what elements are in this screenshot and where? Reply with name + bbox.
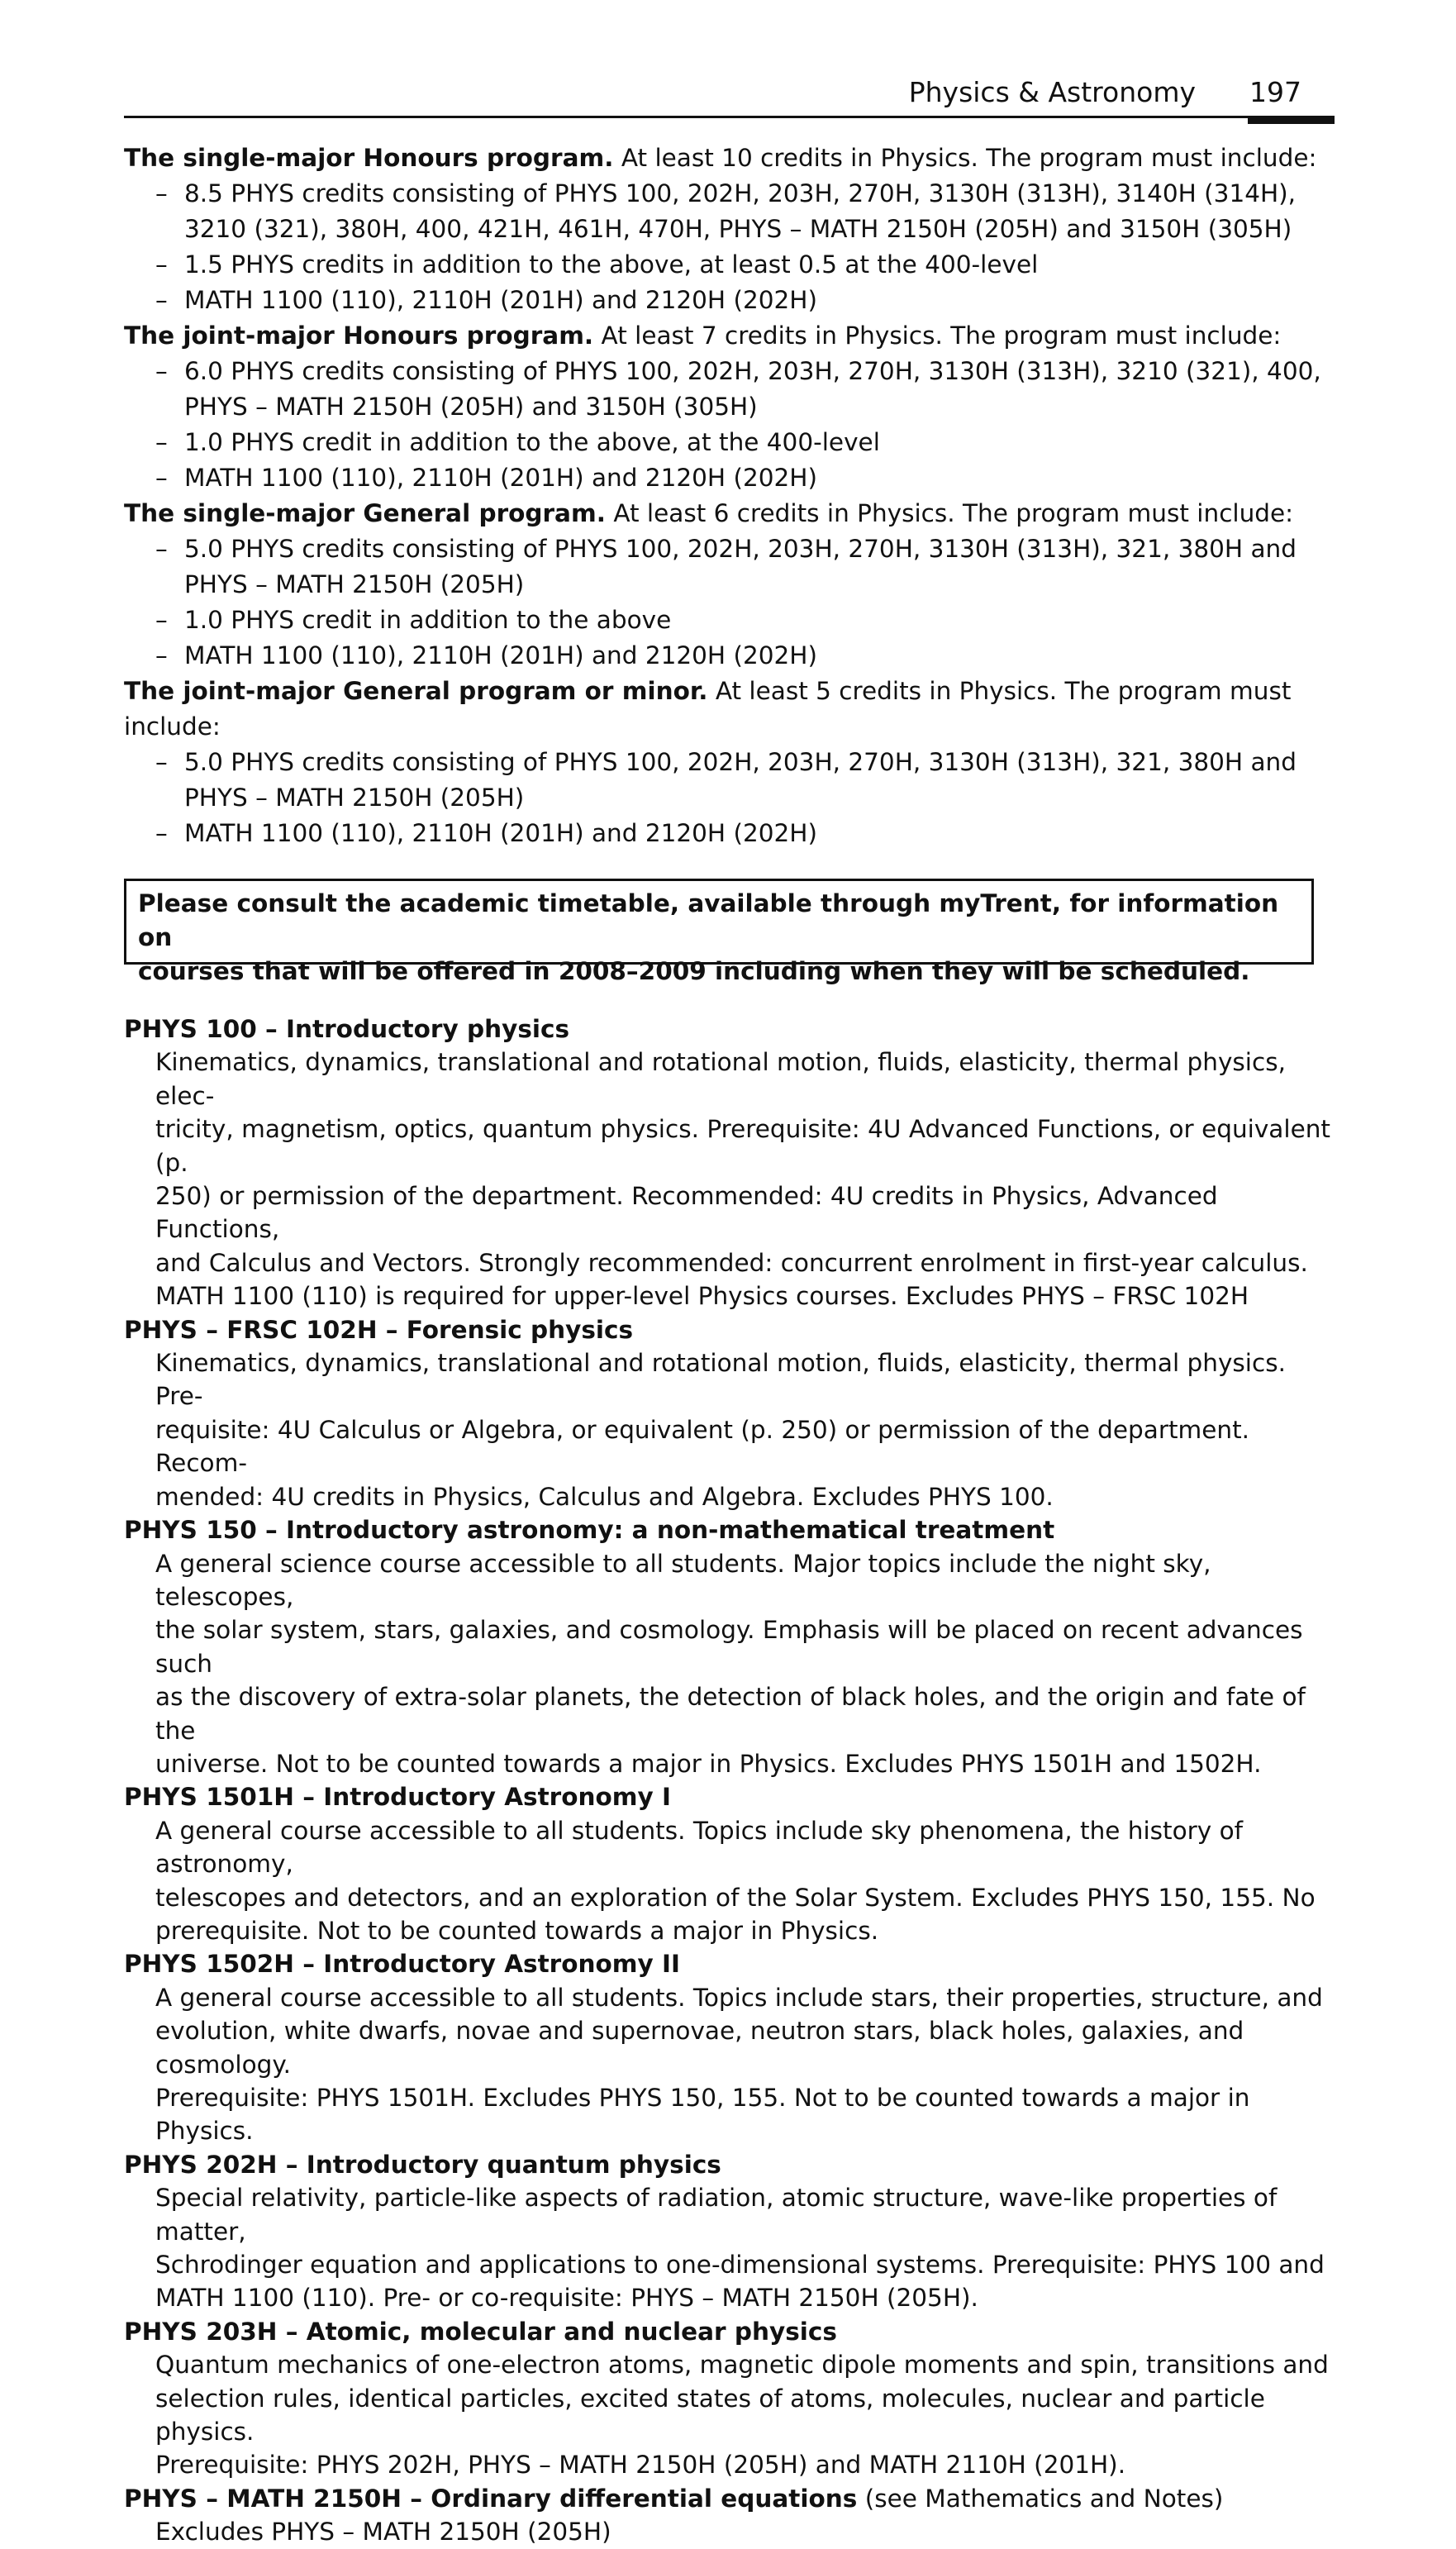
requirement-line: PHYS – MATH 2150H (205H) and 3150H (305H) — [184, 393, 758, 421]
running-head-section: Physics & Astronomy — [908, 76, 1196, 108]
course-description-line: 250) or permission of the department. Recommended: 4U credits in Physics, Advanced Functions, — [155, 1182, 1218, 1244]
course-description-line: as the discovery of extra-solar planets, the detection of black holes, and the origin and fate of the — [155, 1683, 1306, 1745]
course-description — [124, 1346, 1339, 1513]
requirement-line: 3210 (321), 380H, 400, 421H, 461H, 470H, PHYS – MATH 2150H (205H) and 3150H (305H) — [184, 215, 1292, 243]
course-description-line: telescopes and detectors, and an exploration of the Solar System. Excludes PHYS 150, 155. No — [155, 1883, 1316, 1912]
course-heading — [124, 2315, 1339, 2348]
dash-bullet: – — [155, 535, 168, 563]
dash-bullet: – — [155, 606, 168, 634]
timetable-notice-box — [124, 879, 1314, 985]
course-description-line: Prerequisite: PHYS 1501H. Excludes PHYS 150, 155. Not to be counted towards a major in Physics. — [155, 2084, 1250, 2146]
program-title: The single-major General program. — [124, 499, 606, 527]
course-title: PHYS 202H – Introductory quantum physics — [124, 2150, 721, 2179]
dash-bullet: – — [155, 357, 168, 385]
requirement-line: 6.0 PHYS credits consisting of PHYS 100, 202H, 203H, 270H, 3130H (313H), 3210 (321), 400, — [184, 357, 1321, 385]
course-heading — [124, 1313, 1339, 1346]
course-description-line: prerequisite. Not to be counted towards a major in Physics. — [155, 1916, 879, 1945]
course-description — [124, 1814, 1339, 1948]
requirement-line: MATH 1100 (110), 2110H (201H) and 2120H (202H) — [184, 464, 817, 492]
page-number: 197 — [1249, 76, 1301, 108]
course-description — [124, 1046, 1339, 1313]
requirement-item — [124, 745, 1339, 816]
course-description-line: Kinematics, dynamics, translational and rotational motion, fluids, elasticity, thermal physics. Pre- — [155, 1349, 1286, 1411]
program-title: The joint-major Honours program. — [124, 322, 594, 350]
course-description-line: mended: 4U credits in Physics, Calculus and Algebra. Excludes PHYS 100. — [155, 1482, 1054, 1511]
course-title: PHYS 1501H – Introductory Astronomy I — [124, 1783, 671, 1812]
course-description-line: and Calculus and Vectors. Strongly recommended: concurrent enrolment in first-year calculus. — [155, 1248, 1308, 1277]
requirement-line: MATH 1100 (110), 2110H (201H) and 2120H (202H) — [184, 641, 817, 669]
course-description-line: Prerequisite: PHYS 202H, PHYS – MATH 2150H (205H) and MATH 2110H (201H). — [155, 2451, 1126, 2480]
course-heading — [124, 2148, 1339, 2181]
course-title: PHYS – MATH 2150H – Ordinary differential equations — [124, 2484, 858, 2513]
program-heading — [124, 318, 1339, 354]
course-title-note: (see Mathematics and Notes) — [857, 2484, 1224, 2513]
program-heading — [124, 674, 1339, 745]
requirement-line: 1.0 PHYS credit in addition to the above — [184, 606, 672, 634]
course-heading — [124, 1513, 1339, 1546]
course-description — [124, 1547, 1339, 1781]
dash-bullet: – — [155, 286, 168, 314]
course-title: PHYS 1502H – Introductory Astronomy II — [124, 1950, 680, 1979]
requirement-line: PHYS – MATH 2150H (205H) — [184, 570, 525, 598]
requirement-item — [124, 283, 1339, 318]
dash-bullet: – — [155, 428, 168, 456]
course-title: PHYS – FRSC 102H – Forensic physics — [124, 1315, 634, 1344]
course-description-line: A general course accessible to all students. Topics include sky phenomena, the history of astronomy, — [155, 1816, 1244, 1879]
program-requirements — [124, 141, 1339, 851]
notice-line: Please consult the academic timetable, available through myTrent, for information on — [138, 889, 1279, 951]
requirement-item — [124, 638, 1339, 674]
requirement-item — [124, 816, 1339, 851]
dash-bullet: – — [155, 250, 168, 279]
program-description: At least 5 credits in Physics. The program must include: — [124, 677, 1292, 741]
requirement-line: 1.5 PHYS credits in addition to the above, at least 0.5 at the 400-level — [184, 250, 1039, 279]
course-heading — [124, 1012, 1339, 1046]
dash-bullet: – — [155, 641, 168, 669]
program-description: At least 6 credits in Physics. The program must include: — [613, 499, 1294, 527]
course-description-line: Schrodinger equation and applications to one-dimensional systems. Prerequisite: PHYS 100 and — [155, 2251, 1325, 2280]
requirement-line: 1.0 PHYS credit in addition to the above, at the 400-level — [184, 428, 880, 456]
course-description — [124, 2515, 1339, 2548]
notice-line: courses that will be offered in 2008–2009 including when they will be scheduled. — [138, 957, 1250, 985]
course-heading — [124, 1780, 1339, 1813]
requirement-line: MATH 1100 (110), 2110H (201H) and 2120H (202H) — [184, 286, 817, 314]
course-description-line: MATH 1100 (110). Pre- or co-requisite: PHYS – MATH 2150H (205H). — [155, 2284, 978, 2313]
dash-bullet: – — [155, 179, 168, 207]
course-title: PHYS 150 – Introductory astronomy: a non-mathematical treatment — [124, 1516, 1055, 1545]
course-title: PHYS 100 – Introductory physics — [124, 1015, 570, 1043]
course-description — [124, 1981, 1339, 2148]
course-listing — [124, 1012, 1339, 2549]
course-description — [124, 2348, 1339, 2482]
program-heading — [124, 141, 1339, 176]
requirement-item — [124, 425, 1339, 460]
program-description: At least 7 credits in Physics. The program must include: — [601, 322, 1282, 350]
program-title: The joint-major General program or minor. — [124, 677, 708, 705]
course-description-line: selection rules, identical particles, excited states of atoms, molecules, nuclear and particle physics. — [155, 2384, 1265, 2447]
course-description-line: Quantum mechanics of one-electron atoms, magnetic dipole moments and spin, transitions and — [155, 2351, 1329, 2380]
requirement-line: PHYS – MATH 2150H (205H) — [184, 784, 525, 812]
requirement-item — [124, 531, 1339, 603]
header-rule-block — [1248, 116, 1335, 124]
course-heading — [124, 1947, 1339, 1980]
course-description-line: the solar system, stars, galaxies, and cosmology. Emphasis will be placed on recent advances such — [155, 1616, 1303, 1678]
requirement-item — [124, 247, 1339, 283]
course-heading — [124, 2482, 1339, 2515]
program-description: At least 10 credits in Physics. The program must include: — [621, 144, 1317, 172]
requirement-item — [124, 176, 1339, 247]
requirement-line: MATH 1100 (110), 2110H (201H) and 2120H (202H) — [184, 819, 817, 847]
requirement-line: 5.0 PHYS credits consisting of PHYS 100, 202H, 203H, 270H, 3130H (313H), 321, 380H and — [184, 535, 1297, 563]
course-description — [124, 2181, 1339, 2315]
dash-bullet: – — [155, 819, 168, 847]
program-title: The single-major Honours program. — [124, 144, 614, 172]
course-description-line: Excludes PHYS – MATH 2150H (205H) — [155, 2518, 611, 2547]
requirement-item — [124, 354, 1339, 425]
course-description-line: Special relativity, particle-like aspects of radiation, atomic structure, wave-like properties of matter, — [155, 2184, 1278, 2246]
course-description-line: MATH 1100 (110) is required for upper-level Physics courses. Excludes PHYS – FRSC 102H — [155, 1282, 1249, 1311]
dash-bullet: – — [155, 748, 168, 776]
requirement-item — [124, 460, 1339, 496]
course-title: PHYS 203H – Atomic, molecular and nuclear physics — [124, 2317, 837, 2346]
course-description-line: tricity, magnetism, optics, quantum physics. Prerequisite: 4U Advanced Functions, or equivalent (p. — [155, 1115, 1330, 1177]
course-description-line: evolution, white dwarfs, novae and supernovae, neutron stars, black holes, galaxies, and cosmology. — [155, 2017, 1244, 2079]
requirement-item — [124, 603, 1339, 638]
course-description-line: Kinematics, dynamics, translational and rotational motion, fluids, elasticity, thermal physics, elec- — [155, 1048, 1286, 1110]
requirement-line: 5.0 PHYS credits consisting of PHYS 100, 202H, 203H, 270H, 3130H (313H), 321, 380H and — [184, 748, 1297, 776]
requirement-line: 8.5 PHYS credits consisting of PHYS 100, 202H, 203H, 270H, 3130H (313H), 3140H (314H), — [184, 179, 1297, 207]
program-heading — [124, 496, 1339, 531]
course-description-line: universe. Not to be counted towards a major in Physics. Excludes PHYS 1501H and 1502H. — [155, 1749, 1262, 1778]
page-header — [124, 76, 1335, 118]
dash-bullet: – — [155, 464, 168, 492]
course-description-line: A general course accessible to all students. Topics include stars, their properties, structure, and — [155, 1983, 1323, 2012]
course-description-line: requisite: 4U Calculus or Algebra, or equivalent (p. 250) or permission of the department. Recom- — [155, 1415, 1250, 1478]
course-description-line: A general science course accessible to all students. Major topics include the night sky, telescopes, — [155, 1549, 1211, 1611]
